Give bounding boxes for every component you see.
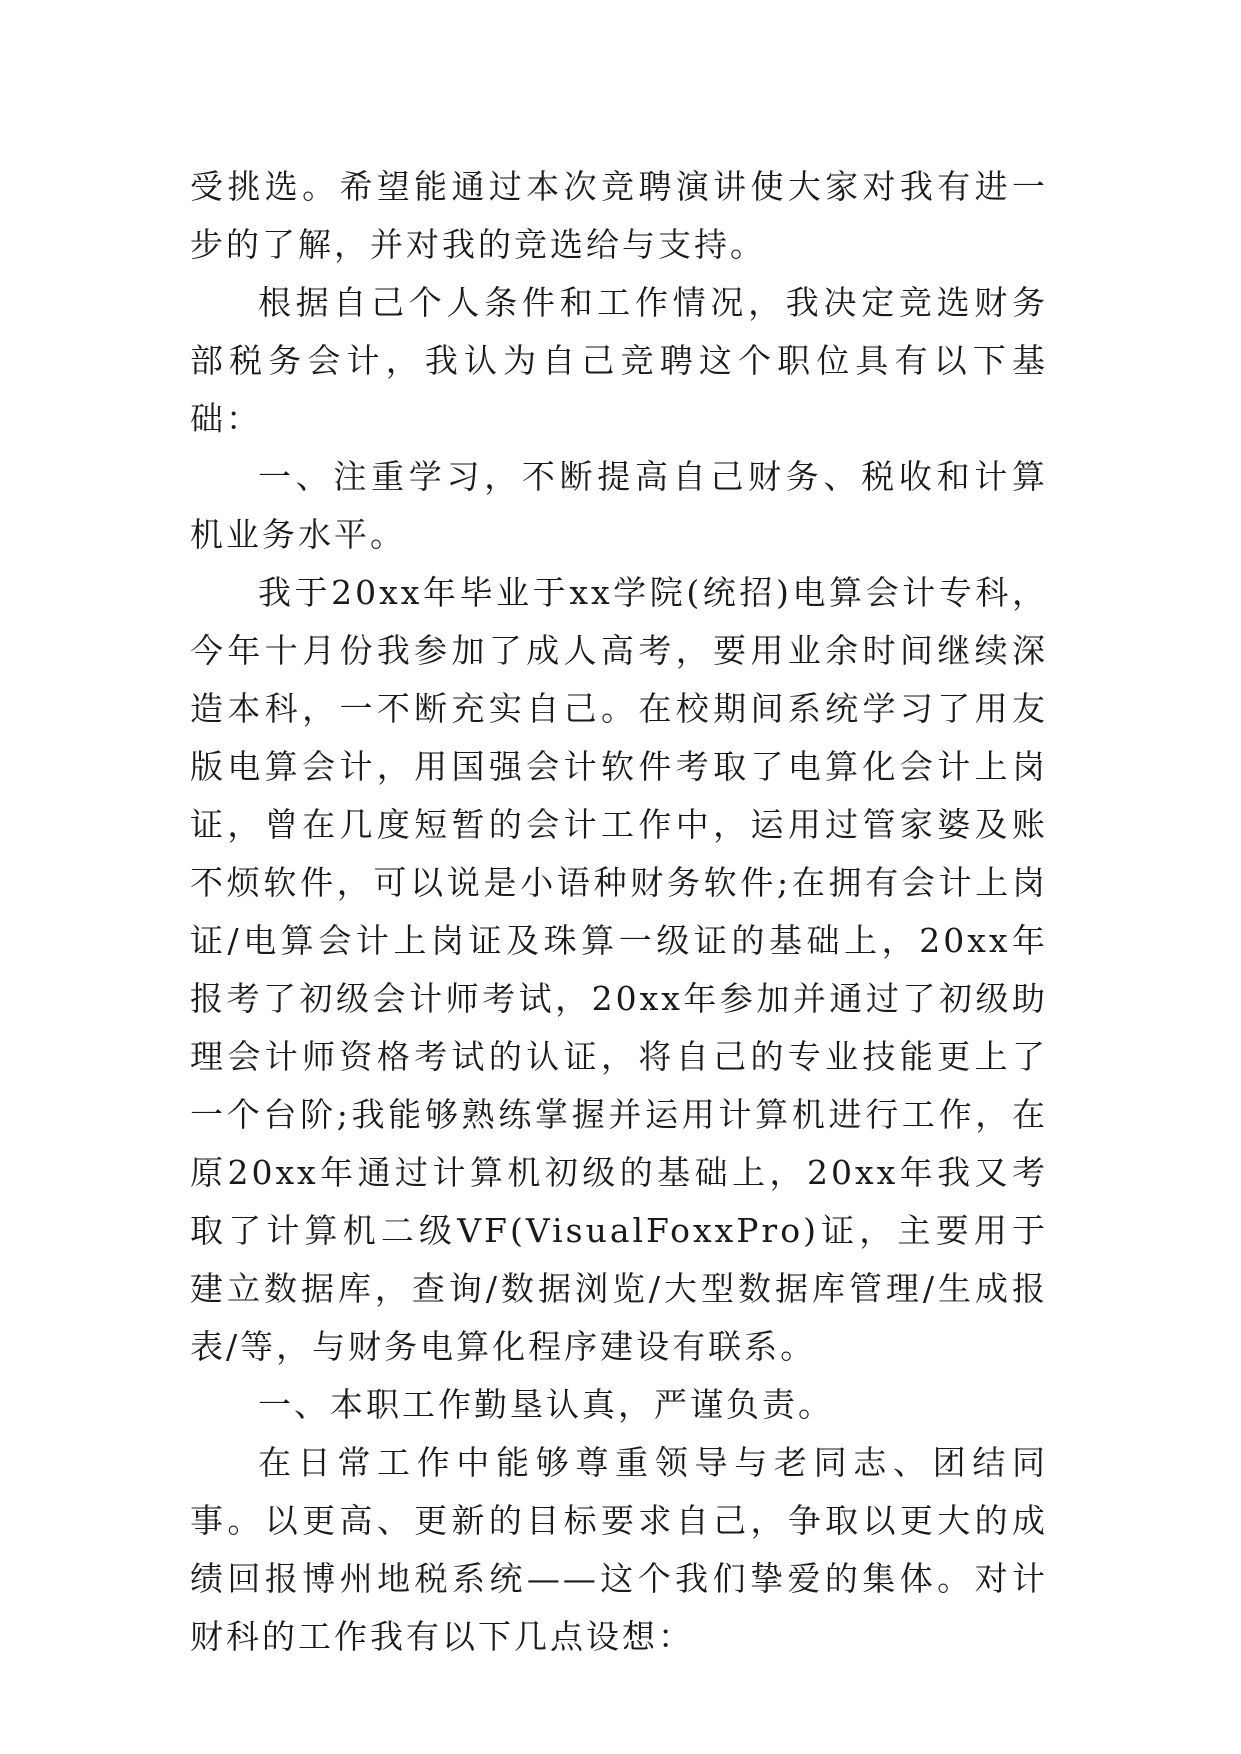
paragraph-6: 在日常工作中能够尊重领导与老同志、团结同事。以更高、更新的目标要求自己，争取以更大的成绩回报博州地税系统——这个我们挚爱的集体。对计财科的工作我有以下几点设想： — [190, 1443, 1048, 1656]
paragraph-1: 受挑选。希望能通过本次竞聘演讲使大家对我有进一步的了解，并对我的竞选给与支持。 — [190, 167, 1048, 264]
paragraph-5-heading: 一、本职工作勤垦认真，严谨负责。 — [258, 1385, 834, 1424]
document-body — [190, 158, 1048, 1666]
paragraph-2: 根据自己个人条件和工作情况，我决定竞选财务部税务会计，我认为自己竞聘这个职位具有以下基础： — [190, 283, 1048, 438]
paragraph-4: 我于20xx年毕业于xx学院(统招)电算会计专科，今年十月份我参加了成人高考，要用业余时间继续深造本科，一不断充实自己。在校期间系统学习了用友版电算会计，用国强会计软件考取了电算化会计上岗证，曾在几度短暂的会计工作中，运用过管家婆及账不烦软件，可以说是小语种财务软件;在拥有会计上岗证/电算会计上岗证及珠算一级证的基础上，20xx年报考了初级会计师考试，20xx年参加并通过了初级助理会计师资格考试的认证，将自己的专业技能更上了一个台阶;我能够熟练掌握并运用计算机进行工作，在原20xx年通过计算机初级的基础上，20xx年我又考取了计算机二级VF(VisualFoxxPro)证，主要用于建立数据库，查询/数据浏览/大型数据库管理/生成报表/等，与财务电算化程序建设有联系。 — [190, 573, 1048, 1366]
paragraph-3-heading: 一、注重学习，不断提高自己财务、税收和计算机业务水平。 — [190, 457, 1048, 554]
